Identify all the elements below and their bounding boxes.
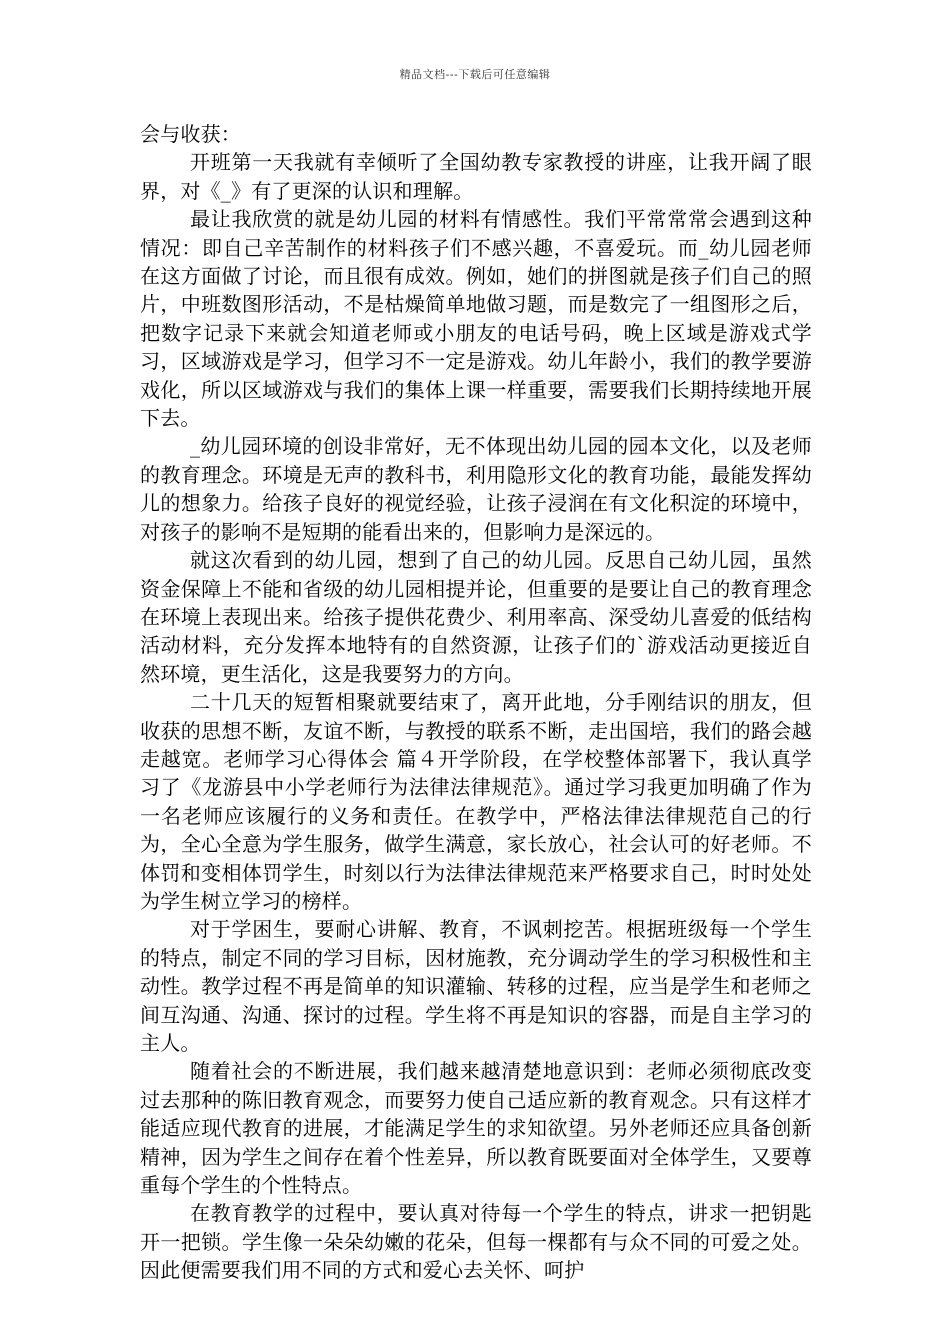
paragraph: 二十几天的短暂相聚就要结束了，离开此地，分手刚结识的朋友，但收获的思想不断，友谊不断，与教授的联系不断，走出国培，我们的路会越走越宽。老师学习心得体会 篇４开学阶段，在学校整体部署下，我认真学习了《龙游县中小学老师行为法律法律规范》。通过学习我更加明确了作为一名老师应该履行的义务和责任。在教学中，严格法律法律规范自己的行为，全心全意为学生服务，做学生满意，家长放心，社会认可的好老师。不体罚和变相体罚学生，时刻以行为法律法律规范来严格要求自己，时时处处为学生树立学习的榜样。 [140, 690, 812, 913]
paragraph: _幼儿园环境的创设非常好，无不体现出幼儿园的园本文化，以及老师的教育理念。环境是无声的教科书，利用隐形文化的教育功能，最能发挥幼儿的想象力。给孩子良好的视觉经验，让孩子浸润在有文化积淀的环境中，对孩子的影响不是短期的能看出来的，但影响力是深远的。 [140, 434, 812, 544]
document-body [140, 120, 812, 1285]
paragraph: 对于学困生，要耐心讲解、教育，不讽刺挖苦。根据班级每一个学生的特点，制定不同的学习目标，因材施教，充分调动学生的学习积极性和主动性。教学过程不再是简单的知识灌输、转移的过程，应当是学生和老师之间互沟通、沟通、探讨的过程。学生将不再是知识的容器，而是自主学习的主人。 [140, 917, 812, 1055]
paragraph: 开班第一天我就有幸倾听了全国幼教专家教授的讲座，让我开阔了眼界，对《_》有了更深的认识和理解。 [140, 150, 812, 203]
paragraph-continuation: 会与收获： [140, 122, 241, 146]
paragraph: 随着社会的不断进展，我们越来越清楚地意识到：老师必须彻底改变过去那种的陈旧教育观念，而要努力使自己适应新的教育观念。只有这样才能适应现代教育的进展，才能满足学生的求知欲望。另外老师还应具备创新精神，因为学生之间存在着个性差异，所以教育既要面对全体学生，又要尊重每个学生的个性特点。 [140, 1059, 812, 1198]
paragraph: 就这次看到的幼儿园，想到了自己的幼儿园。反思自己幼儿园，虽然资金保障上不能和省级的幼儿园相提并论，但重要的是要让自己的教育理念在环境上表现出来。给孩子提供花费少、利用率高、深受幼儿喜爱的低结构活动材料，充分发挥本地特有的自然资源，让孩子们的`游戏活动更接近自然环境，更生活化，这是我要努力的方向。 [140, 548, 812, 686]
paragraph: 在教育教学的过程中，要认真对待每一个学生的特点，讲求一把钥匙开一把锁。学生像一朵朵幼嫩的花朵，但每一棵都有与众不同的可爱之处。因此便需要我们用不同的方式和爱心去关怀、呵护 [140, 1201, 812, 1283]
paragraph: 最让我欣赏的就是幼儿园的材料有情感性。我们平常常常会遇到这种情况：即自己辛苦制作的材料孩子们不感兴趣，不喜爱玩。而_幼儿园老师在这方面做了讨论，而且很有成效。例如，她们的拼图就是孩子们自己的照片，中班数图形活动，不是枯燥简单地做习题，而是数完了一组图形之后，把数字记录下来就会知道老师或小朋友的电话号码，晚上区域是游戏式学习，区域游戏是学习，但学习不一定是游戏。幼儿年龄小，我们的教学要游戏化，所以区域游戏与我们的集体上课一样重要，需要我们长期持续地开展下去。 [140, 207, 812, 431]
page-header: 精品文档---下载后可任意编辑 [399, 68, 551, 81]
